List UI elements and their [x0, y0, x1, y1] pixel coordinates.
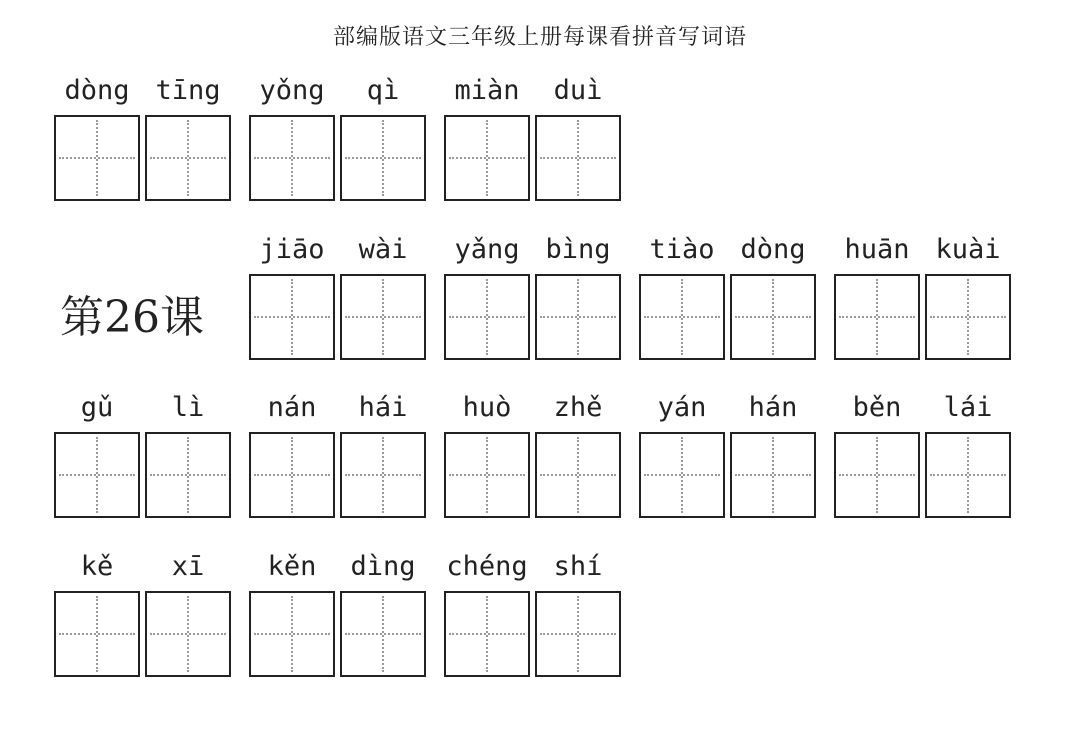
- writing-grid-cell[interactable]: [925, 432, 1011, 518]
- writing-grid-cell[interactable]: [340, 274, 426, 360]
- pinyin-syllable: lái: [943, 392, 993, 423]
- pinyin-syllable: hái: [358, 392, 408, 423]
- writing-grid-cell[interactable]: [834, 274, 920, 360]
- writing-grid-cell[interactable]: [535, 115, 621, 201]
- writing-grid-cell[interactable]: [730, 274, 816, 360]
- writing-grid-cell[interactable]: [730, 432, 816, 518]
- pinyin-syllable: wài: [358, 234, 408, 265]
- writing-grid-cell[interactable]: [54, 591, 140, 677]
- writing-grid-cell[interactable]: [249, 274, 335, 360]
- pinyin-syllable: huò: [462, 392, 512, 423]
- pinyin-syllable: dòng: [64, 75, 130, 106]
- pinyin-syllable: yǒng: [259, 75, 325, 106]
- pinyin-syllable: yǎng: [454, 234, 520, 265]
- pinyin-syllable: kě: [80, 551, 114, 582]
- writing-grid-cell[interactable]: [535, 432, 621, 518]
- pinyin-syllable: yán: [657, 392, 707, 423]
- pinyin-syllable: xī: [171, 551, 205, 582]
- writing-grid-cell[interactable]: [535, 274, 621, 360]
- writing-grid-cell[interactable]: [444, 432, 530, 518]
- writing-grid-cell[interactable]: [145, 591, 231, 677]
- writing-grid-cell[interactable]: [340, 115, 426, 201]
- writing-grid-cell[interactable]: [340, 432, 426, 518]
- writing-grid-cell[interactable]: [535, 591, 621, 677]
- pinyin-syllable: kěn: [267, 551, 317, 582]
- pinyin-syllable: kuài: [935, 234, 1001, 265]
- pinyin-syllable: tīng: [155, 75, 221, 106]
- writing-grid-cell[interactable]: [834, 432, 920, 518]
- pinyin-syllable: shí: [553, 551, 603, 582]
- pinyin-syllable: miàn: [454, 75, 520, 106]
- writing-grid-cell[interactable]: [249, 591, 335, 677]
- writing-grid-cell[interactable]: [249, 432, 335, 518]
- pinyin-syllable: jiāo: [259, 234, 325, 265]
- writing-grid-cell[interactable]: [340, 591, 426, 677]
- pinyin-syllable: chéng: [446, 551, 528, 582]
- pinyin-syllable: hán: [748, 392, 798, 423]
- writing-grid-cell[interactable]: [249, 115, 335, 201]
- pinyin-syllable: dìng: [350, 551, 416, 582]
- writing-grid-cell[interactable]: [145, 432, 231, 518]
- worksheet-title: 部编版语文三年级上册每课看拼音写词语: [332, 25, 747, 50]
- writing-grid-cell[interactable]: [54, 432, 140, 518]
- writing-grid-cell[interactable]: [925, 274, 1011, 360]
- writing-grid-cell[interactable]: [145, 115, 231, 201]
- writing-grid-cell[interactable]: [444, 115, 530, 201]
- pinyin-syllable: tiào: [649, 234, 715, 265]
- writing-grid-cell[interactable]: [639, 274, 725, 360]
- writing-grid-cell[interactable]: [444, 591, 530, 677]
- pinyin-syllable: bìng: [545, 234, 611, 265]
- pinyin-syllable: běn: [852, 392, 902, 423]
- pinyin-syllable: nán: [267, 392, 317, 423]
- pinyin-syllable: duì: [553, 75, 603, 106]
- pinyin-syllable: qì: [366, 75, 400, 106]
- pinyin-syllable: dòng: [740, 234, 806, 265]
- writing-grid-cell[interactable]: [639, 432, 725, 518]
- writing-grid-cell[interactable]: [444, 274, 530, 360]
- lesson-label: 第26课: [60, 292, 204, 343]
- pinyin-syllable: gǔ: [80, 392, 114, 423]
- pinyin-syllable: huān: [844, 234, 910, 265]
- pinyin-syllable: zhě: [553, 392, 603, 423]
- pinyin-syllable: lì: [171, 392, 205, 423]
- writing-grid-cell[interactable]: [54, 115, 140, 201]
